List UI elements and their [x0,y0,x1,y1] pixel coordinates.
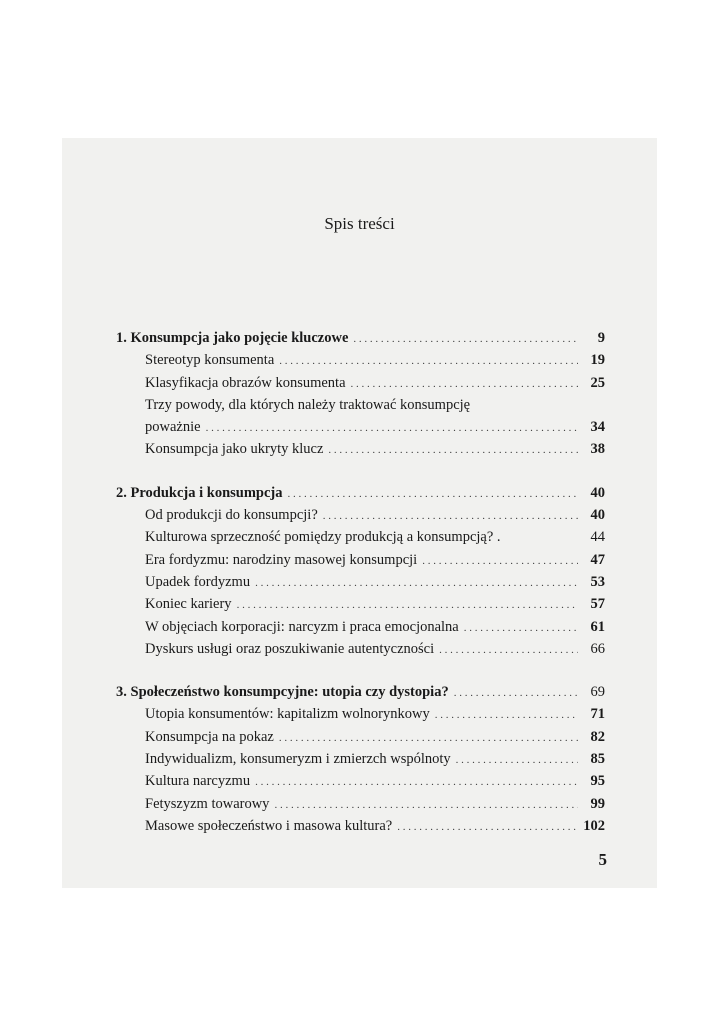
toc-entry-page: 71 [590,706,605,723]
toc-entry-title: 1. Konsumpcja jako pojęcie kluczowe [116,330,349,346]
toc-entry-page: 53 [590,573,605,590]
toc-entry [116,349,605,371]
leader-dots [255,770,578,793]
toc-entry [116,549,605,571]
leader-dots [288,482,578,505]
toc-entry-title: Klasyfikacja obrazów konsumenta [145,374,346,391]
toc-entry-page: 69 [590,684,605,701]
toc-entry-title: 3. Społeczeństwo konsumpcyjne: utopia czy dystopia? [116,684,449,701]
leader-dots [422,549,578,572]
toc-entry [116,770,605,792]
book-page [62,138,657,888]
toc-entry-title: Fetyszyzm towarowy [145,795,270,812]
leader-dots [279,349,578,372]
toc-entry [116,438,605,460]
toc-entry [116,638,605,660]
toc-chapter-2 [116,482,605,504]
toc-entry-title: Era fordyzmu: narodziny masowej konsumpcji [145,551,418,568]
toc-entry-title: 2. Produkcja i konsumpcja [116,484,283,501]
leader-dots [323,504,578,527]
toc-entry-title: Dyskurs usługi oraz poszukiwanie autentyczności [145,640,435,657]
toc-entry-title: W objęciach korporacji: narcyzm i praca emocjonalna [145,618,459,635]
toc-entry-title: Stereotyp konsumenta [145,352,275,369]
toc-entry-page: 40 [590,507,605,524]
leader-dots [255,571,578,594]
toc-entry [116,526,605,548]
toc-entry-page: 61 [590,618,605,635]
toc-entry-title: Kulturowa sprzeczność pomiędzy produkcją a konsumpcją? . [145,529,501,546]
toc-entry-title: Od produkcji do konsumpcji? [145,507,318,524]
toc-entry [116,793,605,815]
toc-entry-title: Trzy powody, dla których należy traktować konsumpcję [145,396,471,413]
leader-dots [464,616,578,639]
leader-dots [397,815,578,838]
toc-entry-page: 25 [590,374,605,391]
leader-dots [237,593,578,616]
toc-entry-title: Kultura narcyzmu [145,773,251,790]
toc-entry [116,394,605,416]
leader-dots [435,703,578,726]
toc-entry [116,815,605,837]
toc-entry-page: 66 [590,640,605,657]
toc-entry [116,616,605,638]
toc-entry-page: 85 [590,751,605,768]
leader-dots [274,793,578,816]
toc-entry-title: Konsumpcja jako ukryty klucz [145,441,324,458]
toc-entry-title: Masowe społeczeństwo i masowa kultura? [145,817,393,834]
leader-dots [206,416,578,439]
leader-dots [454,681,578,704]
toc-entry-page: 57 [590,596,605,613]
toc-entry [116,372,605,394]
toc-entry-page: 40 [590,484,605,501]
toc-entry-page: 95 [590,773,605,790]
toc-entry [116,571,605,593]
toc-entry-title: Konsumpcja na pokaz [145,728,274,745]
toc-entry-page: 102 [583,817,605,834]
toc-entry-title: Utopia konsumentów: kapitalizm wolnorynkowy [145,706,430,723]
toc-chapter-1 [116,327,605,349]
toc-entry [116,504,605,526]
table-of-contents [116,327,605,837]
toc-entry [116,726,605,748]
leader-dots [351,372,578,395]
toc-entry [116,748,605,770]
toc-entry-page: 34 [590,419,605,436]
toc-entry-title: Koniec kariery [145,596,232,613]
toc-entry-title: Indywidualizm, konsumeryzm i zmierzch wspólnoty [145,751,451,768]
toc-entry [116,416,605,438]
toc-entry-page: 47 [590,551,605,568]
toc-entry-page: 99 [590,795,605,812]
page-title: Spis treści [324,214,395,233]
toc-entry [116,593,605,615]
page-number: 5 [598,850,607,869]
toc-entry-page: 19 [590,352,605,369]
leader-dots [456,748,578,771]
toc-entry-page: 9 [597,330,605,346]
toc-entry-page: 82 [590,728,605,745]
leader-dots [353,327,578,350]
toc-entry-title: poważnie [145,419,201,436]
leader-dots [328,438,578,461]
toc-entry-title: Upadek fordyzmu [145,573,251,590]
toc-entry-page: 44 [590,529,605,546]
toc-entry [116,703,605,725]
leader-dots [439,638,578,661]
toc-entry-page: 38 [590,441,605,458]
leader-dots [279,726,578,749]
toc-chapter-3 [116,681,605,703]
